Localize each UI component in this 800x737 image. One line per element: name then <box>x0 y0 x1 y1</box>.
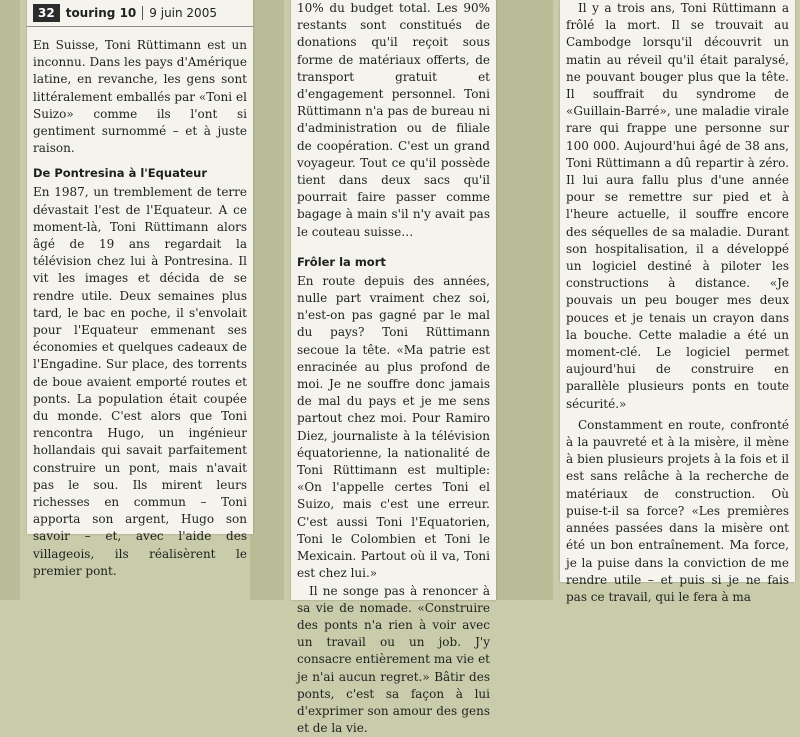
body-paragraph: 10% du budget total. Les 90% restants sont constitués de donations qu'il reçoit sous forme de matériaux offerts, de transport gratuit et d'engagement personnel. Toni Rüttimann n'a pas de bureau ni d'administration ou de filiale de coopération. C'est un grand voyageur. Tout ce qu'il possède tient dans deux sacs qu'il pourrait faire passer comme bagage à main s'il n'y avait pas le couteau suisse… <box>297 0 490 241</box>
issue-date: 9 juin 2005 <box>149 6 217 20</box>
background-strip-middle <box>250 0 284 600</box>
background-strip-right <box>495 0 553 600</box>
intro-paragraph: En Suisse, Toni Rüttimann est un inconnu. Dans les pays d'Amérique latine, en revanche, les gens sont littéralement emballés par «Toni el Suizo» comme ils l'ont si gentiment surnommé – et à juste raison. <box>33 37 247 157</box>
page-header <box>27 0 253 27</box>
body-paragraph: Il ne songe pas à renoncer à sa vie de nomade. «Construire des ponts n'a rien à voir avec un travail ou un job. J'y consacre entièrement ma vie et je n'ai aucun regret.» Bâtir des ponts, c'est sa façon à lui d'exprimer son amour des gens et de la vie. <box>297 583 490 737</box>
header-divider <box>142 6 143 20</box>
body-paragraph: En route depuis des années, nulle part vraiment chez soi, n'est-on pas gagné par le mal du pays? Toni Rüttimann secoue la tête. «Ma patrie est enracinée au plus profond de moi. Je ne souffre donc jamais de mal du pays et je me sens partout chez moi. Pour Ramiro Diez, journaliste à la télévision équatorienne, la nationalité de Toni Rüttimann est multiple: «On l'appelle certes Toni el Suizo, mais c'est une erreur. C'est aussi Toni l'Equatorien, Toni le Colombien et Toni le Mexicain. Partout où il va, Toni est chez lui.» <box>297 273 490 583</box>
body-paragraph: Il y a trois ans, Toni Rüttimann a frôlé la mort. Il se trouvait au Cambodge lorsqu'il découvrit un matin au réveil qu'il était paralysé, ne pouvant bouger plus que la tête. Il souffrait du syndrome de «Guillain-Barré», une maladie virale rare qui frappe une personne sur 100 000. Aujourd'hui âgé de 38 ans, Toni Rüttimann a dû repartir à zéro. Il lui aura fallu plus d'une année pour se remettre sur pied et à l'heure actuelle, il souffre encore des séquelles de sa maladie. Durant son hospitalisation, il a développé un logiciel destiné à piloter les constructions à distance. «Je pouvais un peu bouger mes deux pouces et je tenais un crayon dans la bouche. Cette maladie a été un moment-clé. Le logiciel permet aujourd'hui de construire en parallèle plusieurs ponts en toute sécurité.» <box>566 0 789 413</box>
article-column-2 <box>291 0 496 600</box>
article-column-1 <box>27 0 253 534</box>
article-column-3 <box>560 0 795 582</box>
magazine-title: touring 10 <box>66 6 137 20</box>
section-heading: De Pontresina à l'Equateur <box>33 166 247 181</box>
section-heading: Frôler la mort <box>297 255 490 270</box>
body-paragraph: Constamment en route, confronté à la pauvreté et à la misère, il mène à bien plusieurs projets à la fois et il est sans relâche à la recherche de matériaux de construction. Où puise-t-il sa force? «Les premières années passées dans la misère ont été un bon entraînement. Ma force, je la puise dans la conviction de me rendre utile – et puis si je ne fais pas ce travail, qui le fera à ma <box>566 417 789 606</box>
page-number: 32 <box>33 4 60 22</box>
body-paragraph: En 1987, un tremblement de terre dévastait l'est de l'Equateur. A ce moment-là, Toni Rüttimann alors âgé de 19 ans regardait la télévision chez lui à Pontresina. Il vit les images et décida de se rendre utile. Deux semaines plus tard, le bac en poche, il s'envolait pour l'Equateur emmenant ses économies et quelques cadeaux de l'Engadine. Sur place, des torrents de boue avaient emporté routes et ponts. La population était coupée du monde. C'est alors que Toni rencontra Hugo, un ingénieur hollandais qui savait parfaitement construire un pont, mais n'avait pas le sou. Ils mirent leurs richesses en commun – Toni apporta son argent, Hugo son savoir – et, avec l'aide des villageois, ils réalisèrent le premier pont. <box>33 184 247 580</box>
background-strip-left <box>0 0 20 600</box>
